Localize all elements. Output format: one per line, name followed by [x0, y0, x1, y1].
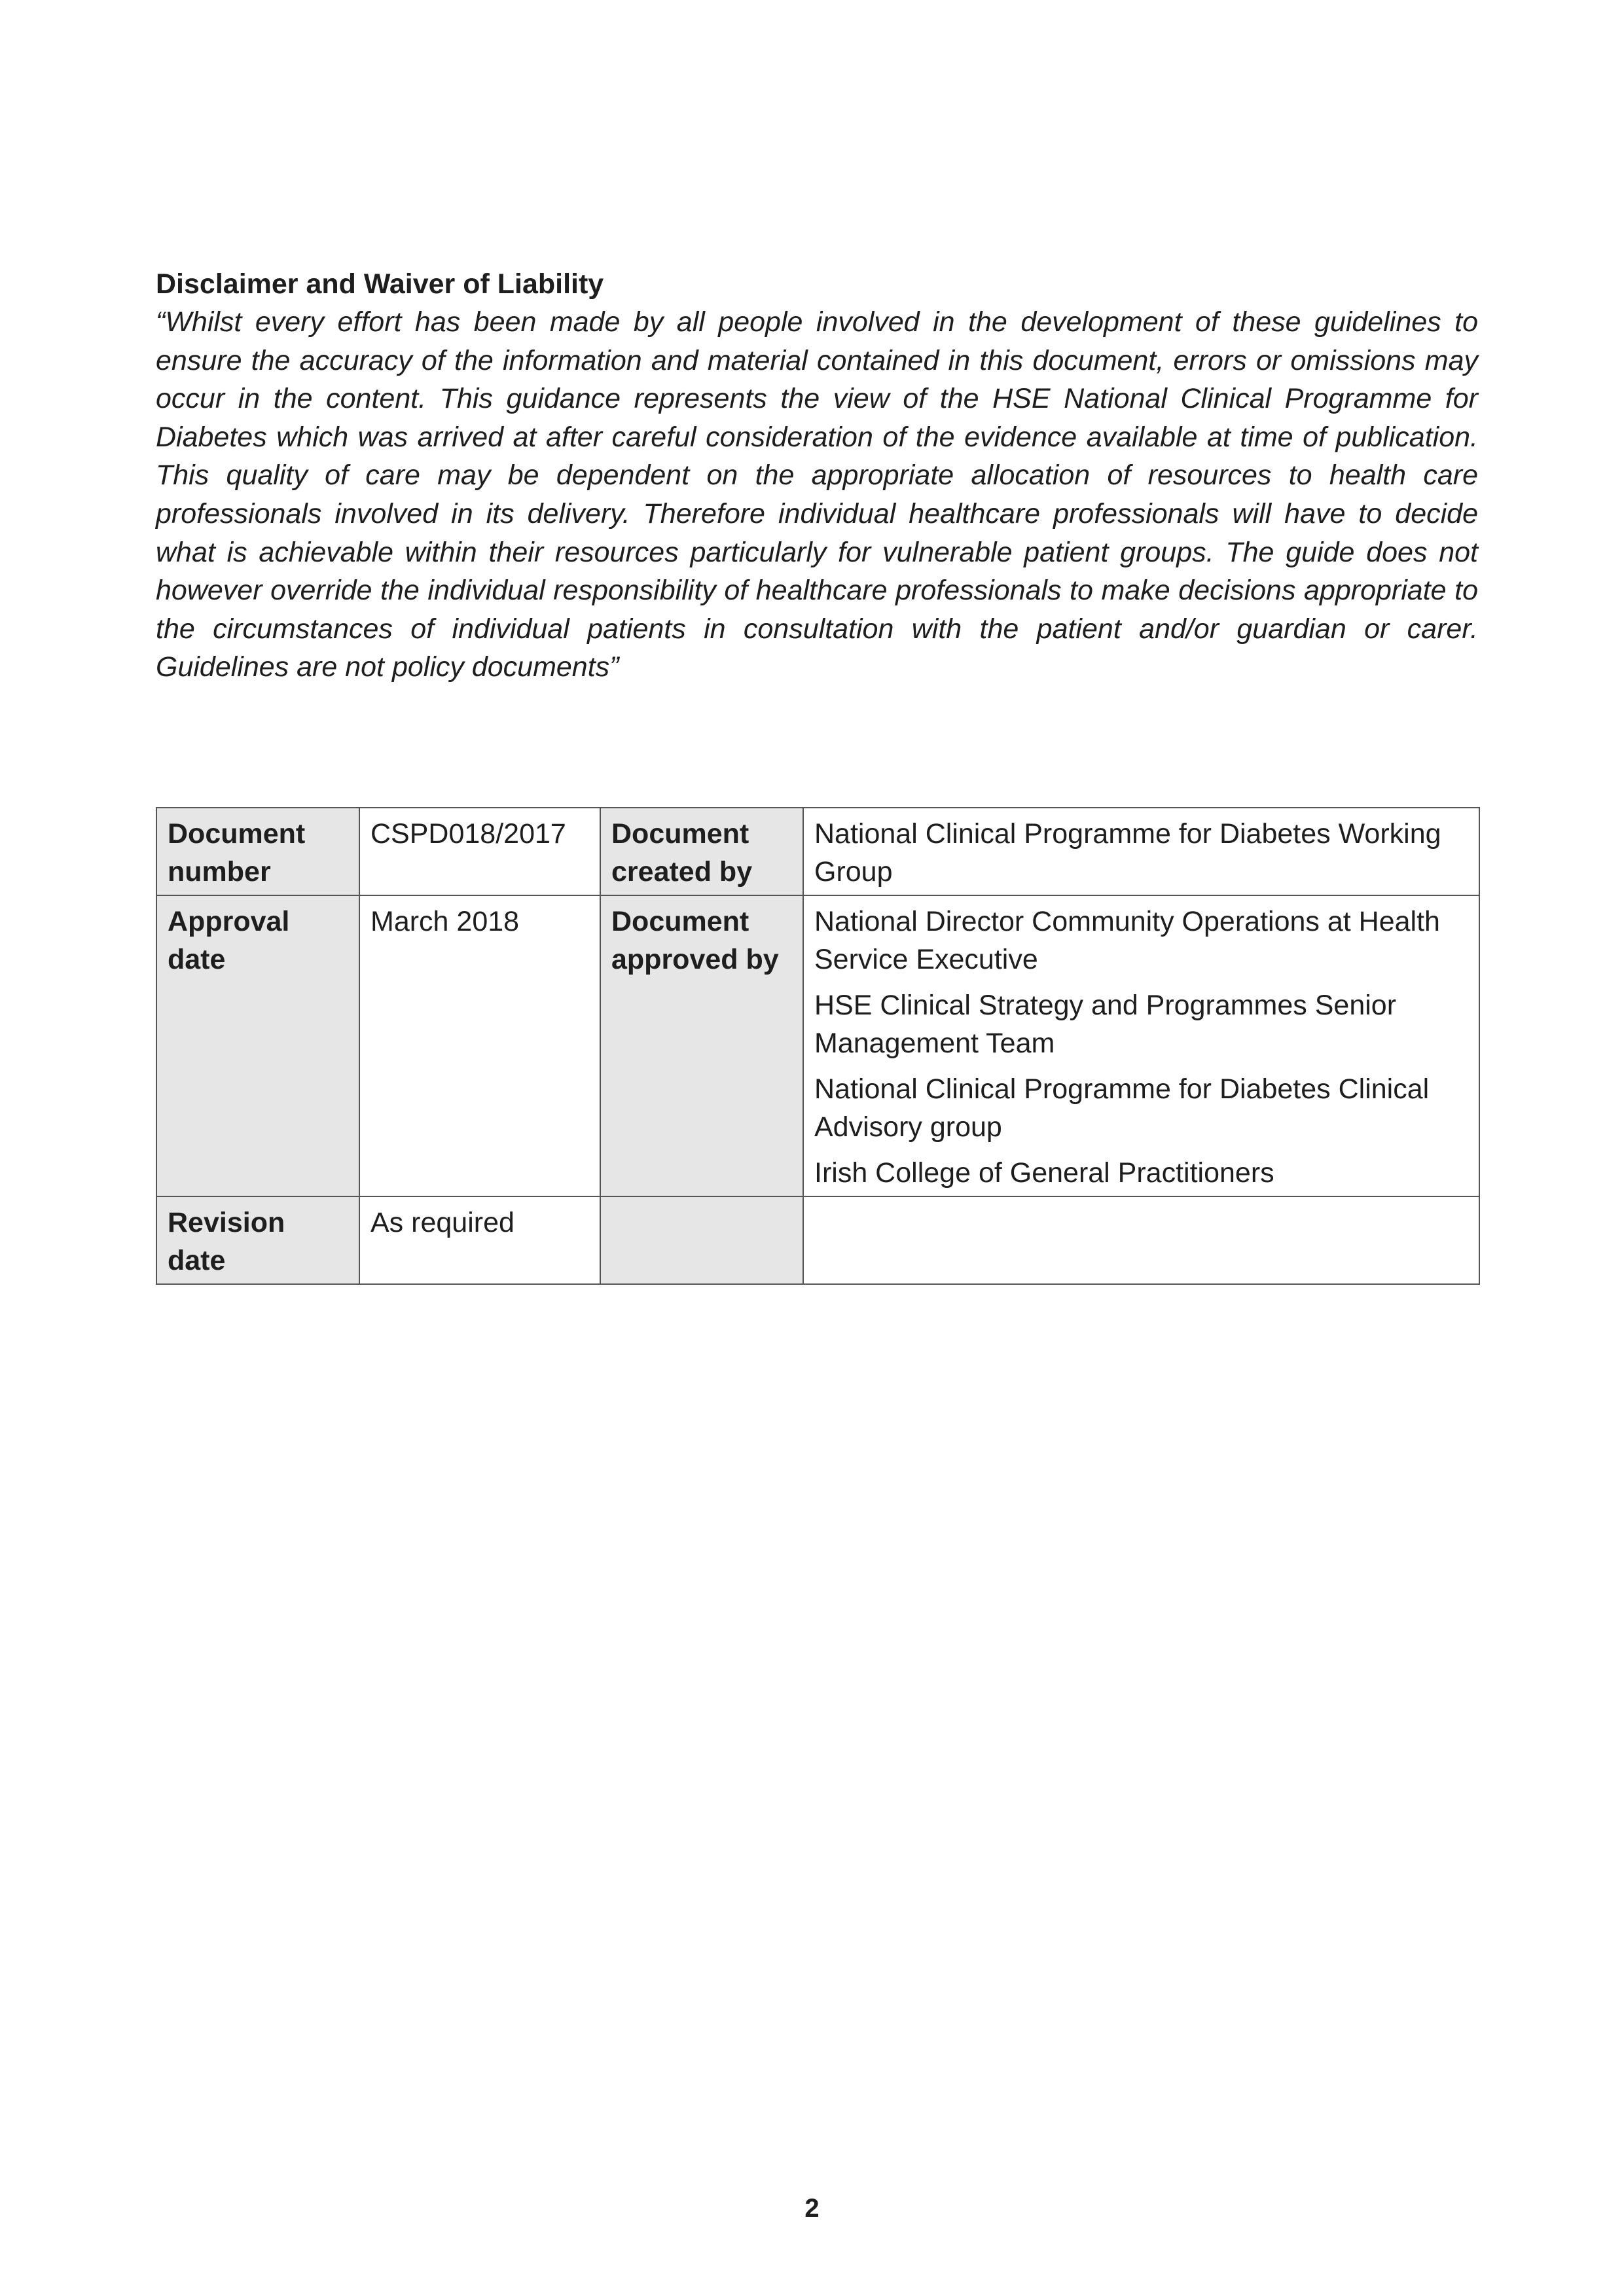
table-row [156, 895, 1479, 1196]
empty-label-cell [600, 1196, 803, 1284]
disclaimer-body: “Whilst every effort has been made by all people involved in the development of these guidelines to ensure the accuracy of the information and material contained in this document, errors or omissions may occur in the content. This guidance represents the view of the HSE National Clinical Programme for Diabetes which was arrived at after careful consideration of the evidence available at time of publication. This quality of care may be dependent on the appropriate allocation of resources to health care professionals involved in its delivery. Therefore individual healthcare professionals will have to decide what is achievable within their resources particularly for vulnerable patient groups. The guide does not however override the individual responsibility of healthcare professionals to make decisions appropriate to the circumstances of individual patients in consultation with the patient and/or guardian or carer. Guidelines are not policy documents” [156, 306, 1478, 683]
approver-item: National Director Community Operations at Health Service Executive [814, 906, 1440, 975]
table-row [156, 1196, 1479, 1284]
document-created-by-label: Document created by [600, 808, 803, 895]
document-number-label: Document number [156, 808, 359, 895]
disclaimer-section [156, 265, 1478, 687]
revision-date-label: Revision date [156, 1196, 359, 1284]
document-control-table [156, 807, 1480, 1285]
approval-date-label: Approval date [156, 895, 359, 1196]
approver-item: Irish College of General Practitioners [814, 1157, 1274, 1189]
page-number: 2 [804, 2194, 820, 2223]
approver-item: HSE Clinical Strategy and Programmes Senior Management Team [814, 990, 1397, 1059]
approver-item: National Clinical Programme for Diabetes Clinical Advisory group [814, 1073, 1430, 1143]
document-created-by-value: National Clinical Programme for Diabetes Working Group [803, 808, 1479, 895]
empty-value-cell [803, 1196, 1479, 1284]
approval-date-value: March 2018 [359, 895, 600, 1196]
table-row [156, 808, 1479, 895]
document-approved-by-label: Document approved by [600, 895, 803, 1196]
revision-date-value: As required [359, 1196, 600, 1284]
disclaimer-heading: Disclaimer and Waiver of Liability [156, 268, 604, 300]
document-number-value: CSPD018/2017 [359, 808, 600, 895]
document-approved-by-value [803, 895, 1479, 1196]
